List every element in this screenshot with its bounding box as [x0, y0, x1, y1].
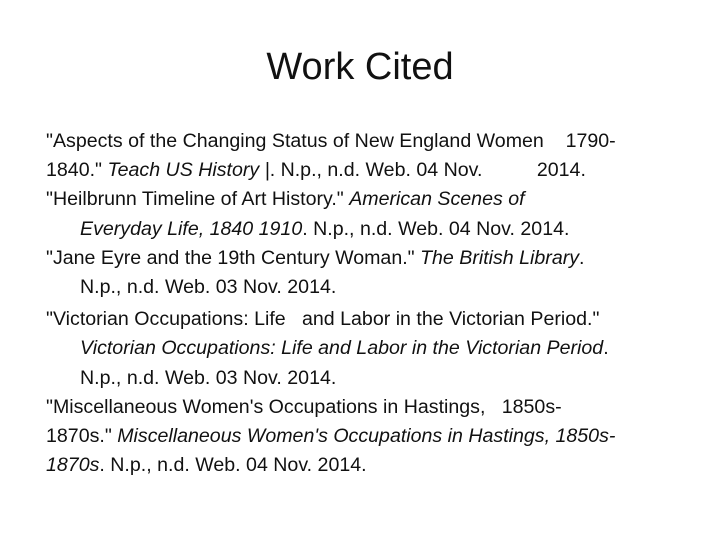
citation-line — [46, 393, 696, 422]
citation-text: . N.p., n.d. Web. 04 Nov. 2014. — [269, 159, 586, 182]
citation-italic-text: American Scenes of — [349, 188, 525, 211]
citation-entry — [46, 244, 696, 302]
citation-italic-text: Miscellaneous Women's Occupations in Hastings, 1850s- — [117, 425, 616, 448]
citation-entry — [46, 185, 696, 243]
citation-entry — [46, 127, 696, 185]
citation-text: N.p., n.d. Web. 03 Nov. 2014. — [80, 276, 337, 299]
works-cited-list — [46, 127, 696, 480]
citation-text: . — [603, 337, 609, 360]
citation-line — [46, 185, 696, 214]
citation-text: "Victorian Occupations: Life and Labor in the Victorian Period." — [46, 308, 600, 331]
citation-italic-text: The British Library — [420, 246, 580, 269]
citation-text: N.p., n.d. Web. 03 Nov. 2014. — [80, 366, 337, 389]
citation-line — [46, 364, 696, 393]
citation-entry — [46, 393, 696, 481]
citation-entry — [46, 305, 696, 393]
citation-line — [46, 422, 696, 451]
citation-line — [46, 273, 696, 302]
citation-text: . N.p., n.d. Web. 04 Nov. 2014. — [302, 217, 570, 240]
citation-italic-text: Everyday Life, 1840 1910 — [80, 217, 303, 240]
citation-text: . — [579, 246, 585, 269]
citation-text: 1840." — [46, 159, 108, 182]
citation-italic-text: 1870s — [46, 454, 100, 477]
citation-text: "Miscellaneous Women's Occupations in Hastings, 1850s- — [46, 395, 562, 418]
citation-text: "Aspects of the Changing Status of New England Women 1790- — [46, 130, 616, 152]
citation-line — [46, 305, 696, 334]
citation-line — [46, 156, 696, 185]
citation-line — [46, 451, 696, 480]
citation-line — [46, 244, 696, 273]
citation-text: 1870s." — [46, 425, 118, 448]
citation-line — [46, 215, 696, 244]
citation-line — [46, 127, 696, 156]
citation-text: "Jane Eyre and the 19th Century Woman." — [46, 246, 421, 269]
citation-italic-text: Victorian Occupations: Life and Labor in the Victorian Period — [80, 337, 604, 360]
citation-text: "Heilbrunn Timeline of Art History." — [46, 188, 350, 211]
slide-title: Work Cited — [266, 46, 454, 88]
citation-italic-text: Teach US History | — [107, 159, 270, 182]
citation-text: . N.p., n.d. Web. 04 Nov. 2014. — [99, 454, 367, 477]
citation-line — [46, 334, 696, 363]
